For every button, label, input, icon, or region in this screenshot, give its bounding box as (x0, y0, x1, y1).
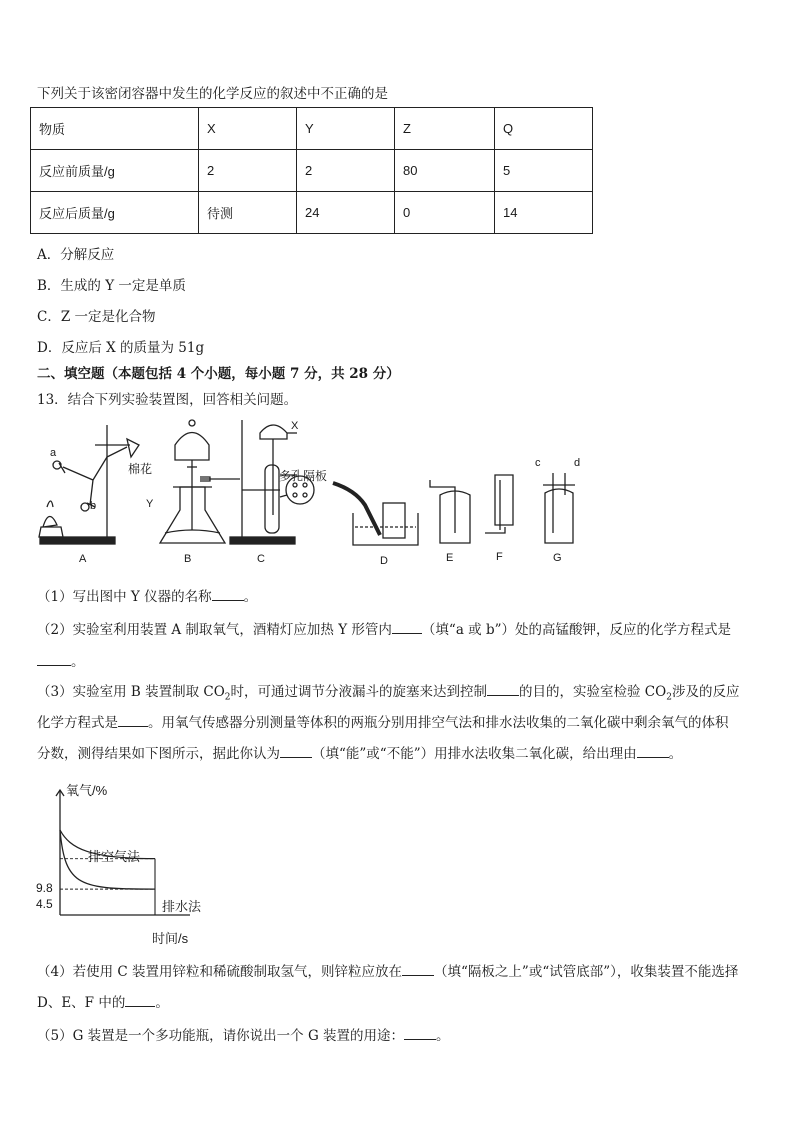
apparatus-g (543, 473, 575, 543)
table-cell: 14 (495, 192, 593, 234)
q2-line1 (37, 618, 731, 638)
apparatus-label-d: D (380, 555, 388, 567)
mass-table (30, 107, 593, 234)
apparatus-label-g: G (553, 552, 562, 564)
q3-p4: 涉及的反应 (671, 684, 740, 700)
chart-ylabel: 氧气/% (66, 783, 108, 798)
table-row (31, 150, 593, 192)
option-a: A．分解反应 (37, 247, 115, 263)
label-b-inlet: b (90, 500, 97, 512)
q1-text: （1）写出图中 Y 仪器的名称 (37, 589, 212, 605)
q4-p1: （4）若使用 C 装置用锌粒和稀硫酸制取氢气，则锌粒应放在 (37, 964, 403, 980)
table-header-row (31, 108, 593, 150)
q3-p2: 时，可通过调节分液漏斗的旋塞来达到控制 (230, 684, 488, 700)
table-cell: 物质 (31, 108, 199, 150)
q5 (37, 1024, 450, 1044)
q3-p1: （3）实验室用 B 装置制取 CO (37, 684, 225, 700)
chart-legend-water: 排水法 (162, 899, 202, 914)
q5-text: （5）G 装置是一个多功能瓶，请你说出一个 G 装置的用途： (37, 1028, 405, 1044)
q4-blank-device[interactable] (125, 994, 155, 1007)
q3-line2 (37, 711, 729, 731)
q1-end: 。 (243, 589, 258, 605)
apparatus-f (485, 475, 513, 533)
q2-part1: （2）实验室利用装置 A 制取氧气，酒精灯应加热 Y 形管内 (37, 622, 392, 638)
apparatus-a (39, 425, 139, 544)
apparatus-d (333, 483, 418, 545)
table-cell: 反应前质量/g (31, 150, 199, 192)
label-c-port: c (535, 457, 541, 469)
table-cell: Z (395, 108, 495, 150)
q1-answer-blank[interactable] (212, 588, 244, 601)
label-a-inlet: a (50, 447, 57, 459)
table-cell: 待测 (199, 192, 297, 234)
q3-line2a: 化学方程式是 (37, 715, 118, 731)
table-cell: 5 (495, 150, 593, 192)
table-cell: 0 (395, 192, 495, 234)
label-y: Y (146, 498, 154, 510)
label-cotton: 棉花 (128, 462, 153, 476)
q3-blank-can[interactable] (280, 745, 312, 758)
chart-tick-y-45: 4.5 (36, 897, 53, 911)
q3-blank-equation[interactable] (118, 714, 148, 727)
apparatus-figure (35, 415, 615, 570)
q3-p1-sub: 2 (224, 692, 231, 703)
q3-p3: 的目的，实验室检验 CO (519, 684, 667, 700)
q3-line3b: （填“能”或“不能”）用排水法收集二氧化碳，给出理由 (312, 746, 637, 762)
q2-blank-position[interactable] (392, 621, 422, 634)
q3-line1 (37, 680, 739, 703)
q5-answer-blank[interactable] (404, 1027, 436, 1040)
table-cell: 80 (395, 150, 495, 192)
q4-line2: D、E、F 中的 (37, 995, 126, 1011)
option-d: D．反应后 X 的质量为 51g (37, 340, 205, 356)
q4-p2: （填“隔板之上”或“试管底部”），收集装置不能选择 (434, 964, 739, 980)
q1 (37, 585, 257, 605)
q3-end: 。 (668, 746, 683, 762)
label-d-port: d (574, 457, 581, 469)
chart-xlabel: 时间/s (152, 931, 189, 946)
label-x: X (291, 420, 299, 432)
chart-legend-air: 排空气法 (88, 849, 141, 864)
q3-line3 (37, 742, 682, 762)
q4-end: 。 (155, 995, 169, 1011)
apparatus-label-b: B (184, 553, 192, 565)
table-cell: 2 (297, 150, 395, 192)
q2-line2 (37, 650, 85, 670)
q2-blank-equation[interactable] (37, 653, 71, 666)
q3-line3a: 分数，测得结果如下图所示，据此你认为 (37, 746, 280, 762)
q3-blank-reason[interactable] (637, 745, 669, 758)
q4-line2 (37, 991, 169, 1011)
section-title: 二、填空题（本题包括 4 个小题，每小题 7 分，共 28 分） (37, 366, 400, 382)
q3-p3-sub: 2 (666, 692, 672, 703)
table-cell: Y (297, 108, 395, 150)
option-b: B．生成的 Y 一定是单质 (37, 278, 186, 294)
q4-line1 (37, 960, 738, 980)
table-cell: Q (495, 108, 593, 150)
q2-part2: （填“a 或 b”）处的高锰酸钾，反应的化学方程式是 (421, 622, 731, 638)
apparatus-e (430, 480, 470, 543)
chart-tick-y-98: 9.8 (36, 881, 53, 895)
table-cell: 24 (297, 192, 395, 234)
q5-end: 。 (436, 1028, 450, 1044)
table-row (31, 192, 593, 234)
q2-end: 。 (71, 654, 85, 670)
q3-blank-control[interactable] (487, 683, 519, 696)
q3-line2b: 。用氧气传感器分别测量等体积的两瓶分别用排空气法和排水法收集的二氧化碳中剩余氧气的体积 (148, 715, 729, 731)
apparatus-label-f: F (496, 551, 503, 563)
apparatus-b (160, 420, 240, 543)
table-cell: 2 (199, 150, 297, 192)
option-c: C．Z 一定是化合物 (37, 309, 156, 325)
q13-title: 13．结合下列实验装置图，回答相关问题。 (37, 392, 298, 408)
q4-blank-position[interactable] (402, 963, 434, 976)
table-cell: 反应后质量/g (31, 192, 199, 234)
label-porous: 多孔隔板 (279, 469, 328, 483)
table-cell: X (199, 108, 297, 150)
question-stem: 下列关于该密闭容器中发生的化学反应的叙述中不正确的是 (37, 86, 388, 102)
apparatus-label-c: C (257, 553, 265, 565)
apparatus-label-a: A (79, 553, 87, 565)
apparatus-label-e: E (446, 552, 454, 564)
